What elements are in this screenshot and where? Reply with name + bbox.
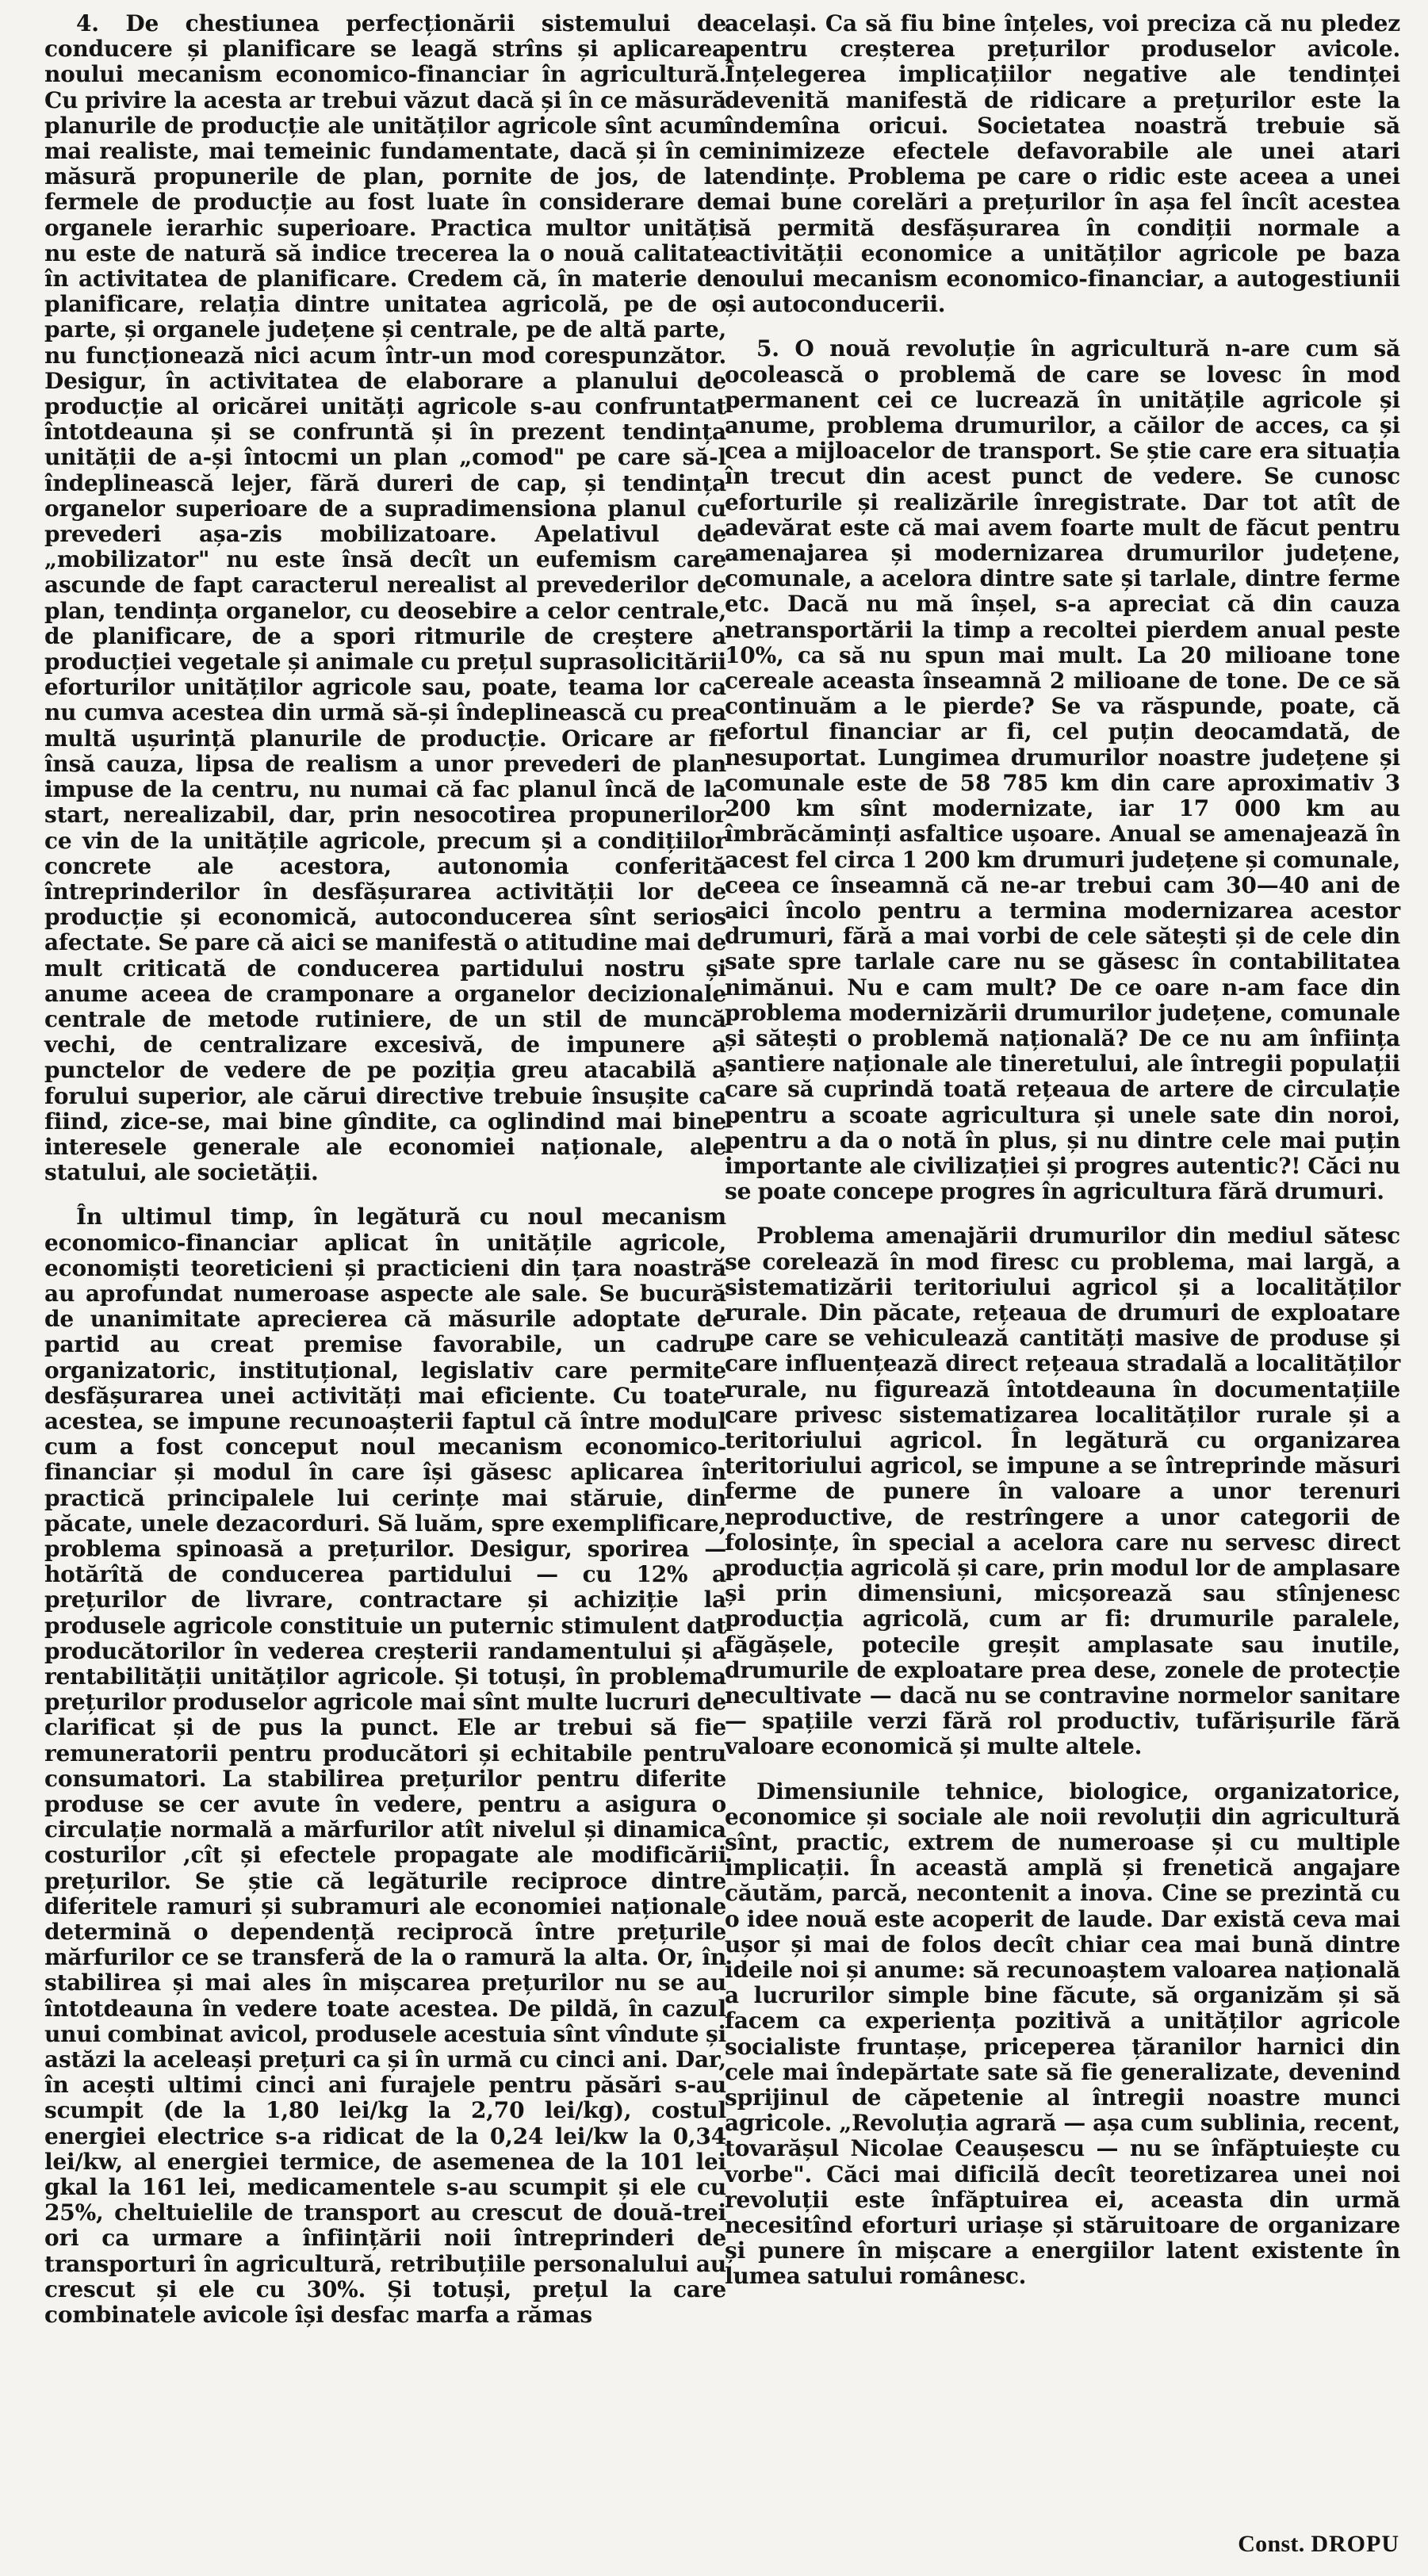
article-column-right (725, 11, 1400, 2290)
paragraph-prices: În ultimul timp, în legătură cu noul mecanism economico-financiar aplicat în unitățile agricole, economiști teoreticieni și practicieni din țara noastră au aprofundat numeroase aspecte ale sale. Se bucură de unanimitate aprecierea că măsurile adoptate de partid au creat premise favorabile, un cadru organizatoric, instituțional, legislativ care permite desfășurarea unei activități mai eficiente. Cu toate acestea, se impune recunoașterii faptul că între modul cum a fost conceput noul mecanism economico-financiar și modul în care își găsesc aplicarea în practică principalele lui cerințe mai stăruie, din păcate, unele dezacorduri. Să luăm, spre exemplificare, problema spinoasă a prețurilor. Desigur, sporirea — hotărîtă de conducerea partidului — cu 12% a prețurilor de livrare, contractare și achiziție la produsele agricole constituie un puternic stimulent dat producătorilor în vederea creșterii randamentului și a rentabilității unităților agricole. Și totuși, în problema prețurilor produselor agricole mai sînt multe lucruri de clarificat și de pus la punct. Ele ar trebui să fie remuneratorii pentru producători și echitabile pentru consumatori. La stabilirea prețurilor pentru diferite produse se cer avute în vedere, pentru a asigura o circulație normală a mărfurilor atît nivelul și dinamica costurilor ,cît și efectele propagate ale modificării prețurilor. Se știe că legăturile reciproce dintre diferitele ramuri și subramuri ale economiei naționale determină o dependență reciprocă între prețurile mărfurilor ce se transferă de la o ramură la alta. Or, în stabilirea și mai ales în mișcarea prețurilor nu se au întotdeauna în vedere toate acestea. De pildă, în cazul unui combinat avicol, produsele acestuia sînt vîndute și astăzi la aceleași prețuri ca și în urmă cu cinci ani. Dar, în acești ultimi cinci ani furajele pentru păsări s-au scumpit (de la 1,80 lei/kg la 2,70 lei/kg), costul energiei electrice s-a ridicat de la 0,24 lei/kw la 0,34 lei/kw, al energiei termice, de asemenea de la 101 lei gkal la 161 lei, medicamentele s-au scumpit și ele cu 25%, cheltuielile de transport au crescut de două-trei ori ca urmare a înființării noii întreprinderi de transporturi în agricultură, retribuțiile personalului au crescut și ele cu 30%. Și totuși, prețul la care combinatele avicole își desfac marfa a rămas (44, 1204, 726, 2329)
paragraph-section-4: 4. De chestiunea perfecționării sistemului de conducere și planificare se leagă strîns și aplicarea noului mecanism economico-financiar în agricultură. Cu privire la acesta ar trebui văzut dacă și în ce măsură planurile de producție ale unităților agricole sînt acum mai realiste, mai temeinic fundamentate, dacă și în ce măsură propunerile de plan, pornite de jos, de la fermele de producție au fost luate în considerare de organele ierarhic superioare. Practica multor unități nu este de natură să indice trecerea la o nouă calitate în activitatea de planificare. Credem că, în materie de planificare, relația dintre unitatea agricolă, pe de o parte, și organele județene și centrale, pe de altă parte, nu funcționează nici acum într-un mod corespunzător. Desigur, în activitatea de elaborare a planului de producție al oricărei unități agricole s-au confruntat întotdeauna și se confruntă și în prezent tendința unității de a-și întocmi un plan „comod" pe care să-l îndeplinească lejer, fără dureri de cap, și tendința organelor superioare de a supradimensiona planul cu prevederi așa-zis mobilizatoare. Apelativul de „mobilizator" nu este însă decît un eufemism care ascunde de fapt caracterul nerealist al prevederilor de plan, tendința organelor, cu deosebire a celor centrale, de planificare, de a spori ritmurile de creștere a producției vegetale și animale cu prețul suprasolicitării eforturilor unităților agricole sau, poate, teama lor ca nu cumva acestea din urmă să-și îndeplinească cu prea multă ușurință planurile de producție. Oricare ar fi însă cauza, lipsa de realism a unor prevederi de plan impuse de la centru, nu numai că fac planul încă de la start, nerealizabil, dar, prin nesocotirea propunerilor ce vin de la unitățile agricole, precum și a condițiilor concrete ale acestora, autonomia conferită întreprinderilor în desfășurarea activității lor de producție și economică, autoconducerea sînt serios afectate. Se pare că aici se manifestă o atitudine mai de mult criticată de conducerea partidului nostru și anume aceea de cramponare a organelor decizionale centrale de metode rutiniere, de un stil de muncă vechi, de centralizare excesivă, de impunere a punctelor de vedere de pe poziția greu atacabilă a forului superior, ale cărui directive trebuie însușite ca fiind, zice-se, mai bine gîndite, ca oglindind mai bine interesele generale ale economiei naționale, ale statului, ale societății. (44, 10, 726, 1186)
article-column-left (44, 11, 726, 2328)
author-first-name: Const. (1238, 2531, 1305, 2557)
paragraph-section-5: 5. O nouă revoluție în agricultură n-are cum să ocolească o problemă de care se lovesc în mod permanent cei ce lucrează în unitățile agricole și anume, problema drumurilor, a căilor de acces, ca și cea a mijloacelor de transport. Se știe care era situația în trecut din acest punct de vedere. Se cunosc eforturile și realizările înregistrate. Dar tot atît de adevărat este că mai avem foarte mult de făcut pentru amenajarea și modernizarea drumurilor județene, comunale, a acelora dintre sate și tarlale, dintre ferme etc. Dacă nu mă înșel, s-a apreciat că din cauza netransportării la timp a recoltei pierdem anual peste 10%, ca să nu spun mai mult. La 20 milioane tone cereale aceasta înseamnă 2 milioane de tone. De ce să continuăm a le pierde? Se va răspunde, poate, că efortul financiar ar fi, cel puțin deocamdată, de nesuportat. Lungimea drumurilor noastre județene și comunale este de 58 785 km din care aproximativ 3 200 km sînt modernizate, iar 17 000 km au îmbrăcăminți asfaltice ușoare. Anual se amenajează în acest fel circa 1 200 km drumuri județene și comunale, ceea ce înseamnă că ne-ar trebui cam 30—40 ani de aici încolo pentru a termina modernizarea acestor drumuri, fără a mai vorbi de cele sătești și de cele din sate spre tarlale care nu se găsesc în contabilitatea nimănui. Nu e cam mult? De ce oare n-am face din problema modernizării drumurilor județene, comunale și sătești o problemă națională? De ce nu am înființa șantiere naționale ale tineretului, ale întregii populații care să cuprindă toată rețeaua de artere de circulație pentru a scoate agricultura și unele sate din noroi, pentru a da o notă în plus, și nu dintre cele mai puțin importante ale civilizației și progres autentic?! Căci nu se poate concepe progres în agricultura fără drumuri. (725, 335, 1400, 1205)
paragraph-conclusion: Dimensiunile tehnice, biologice, organizatorice, economice și sociale ale noii revoluții din agricultură sînt, practic, extrem de numeroase și cu multiple implicații. În această amplă și frenetică angajare căutăm, parcă, necontenit a inova. Cine se prezintă cu o idee nouă este acoperit de laude. Dar există ceva mai ușor și mai de folos decît chiar cea mai bună dintre ideile noi și anume: să recunoaștem valoarea națională a lucrurilor simple bine făcute, să organizăm și să facem ca experiența pozitivă a unităților agricole socialiste fruntașe, priceperea țăranilor harnici din cele mai îndepărtate sate să fie generalizate, devenind sprijinul de căpetenie al întregii noastre munci agricole. „Revoluția agrară — așa cum sublinia, recent, tovarășul Nicolae Ceaușescu — nu se înfăptuiește cu vorbe". Căci mai dificilă decît teoretizarea unei noi revoluții este înfăptuirea ei, aceasta din urmă necesitînd eforturi uriașe și stăruitoare de organizare și punere în mișcare a energiilor latent existente în lumea satului românesc. (725, 1778, 1400, 2290)
author-last-name: DROPU (1311, 2531, 1399, 2557)
author-signature (1238, 2531, 1399, 2558)
paragraph-prices-continued: același. Ca să fiu bine înțeles, voi preciza că nu pledez pentru creșterea prețurilor produselor avicole. Înțelegerea implicațiilor negative ale tendinței devenită manifestă de ridicare a prețurilor este la îndemîna oricui. Societatea noastră trebuie să minimizeze efectele defavorabile ale unei atari tendințe. Problema pe care o ridic este aceea a unei mai bune corelări a prețurilor în așa fel încît acestea să permită desfășurarea în condiții normale a activității economice a unităților agricole pe baza noului mecanism economico-financiar, a autogestiunii și autoconducerii. (725, 10, 1400, 318)
paragraph-road-planning: Problema amenajării drumurilor din mediul sătesc se corelează în mod firesc cu problema, mai largă, a sistematizării teritoriului agricol și a localităților rurale. Din păcate, rețeaua de drumuri de exploatare pe care se vehiculează cantități masive de produse și care influențează direct rețeaua stradală a localităților rurale, nu figurează întotdeauna în documentațiile care privesc sistematizarea localităților rurale și a teritoriului agricol. În legătură cu organizarea teritoriului agricol, se impune a se întreprinde măsuri ferme de punere în valoare a unor terenuri neproductive, de restrîngere a unor categorii de folosințe, în special a acelora care nu servesc direct producția agricolă și care, prin modul lor de amplasare și prin dimensiuni, micșorează sau stînjenesc producția agricolă, cum ar fi: drumurile paralele, făgășele, potecile greșit amplasate sau inutile, drumurile de exploatare prea dese, zonele de protecție necultivate — dacă nu se contravine normelor sanitare — spațiile verzi fără rol productiv, tufărișurile fără valoare economică și multe altele. (725, 1223, 1400, 1760)
